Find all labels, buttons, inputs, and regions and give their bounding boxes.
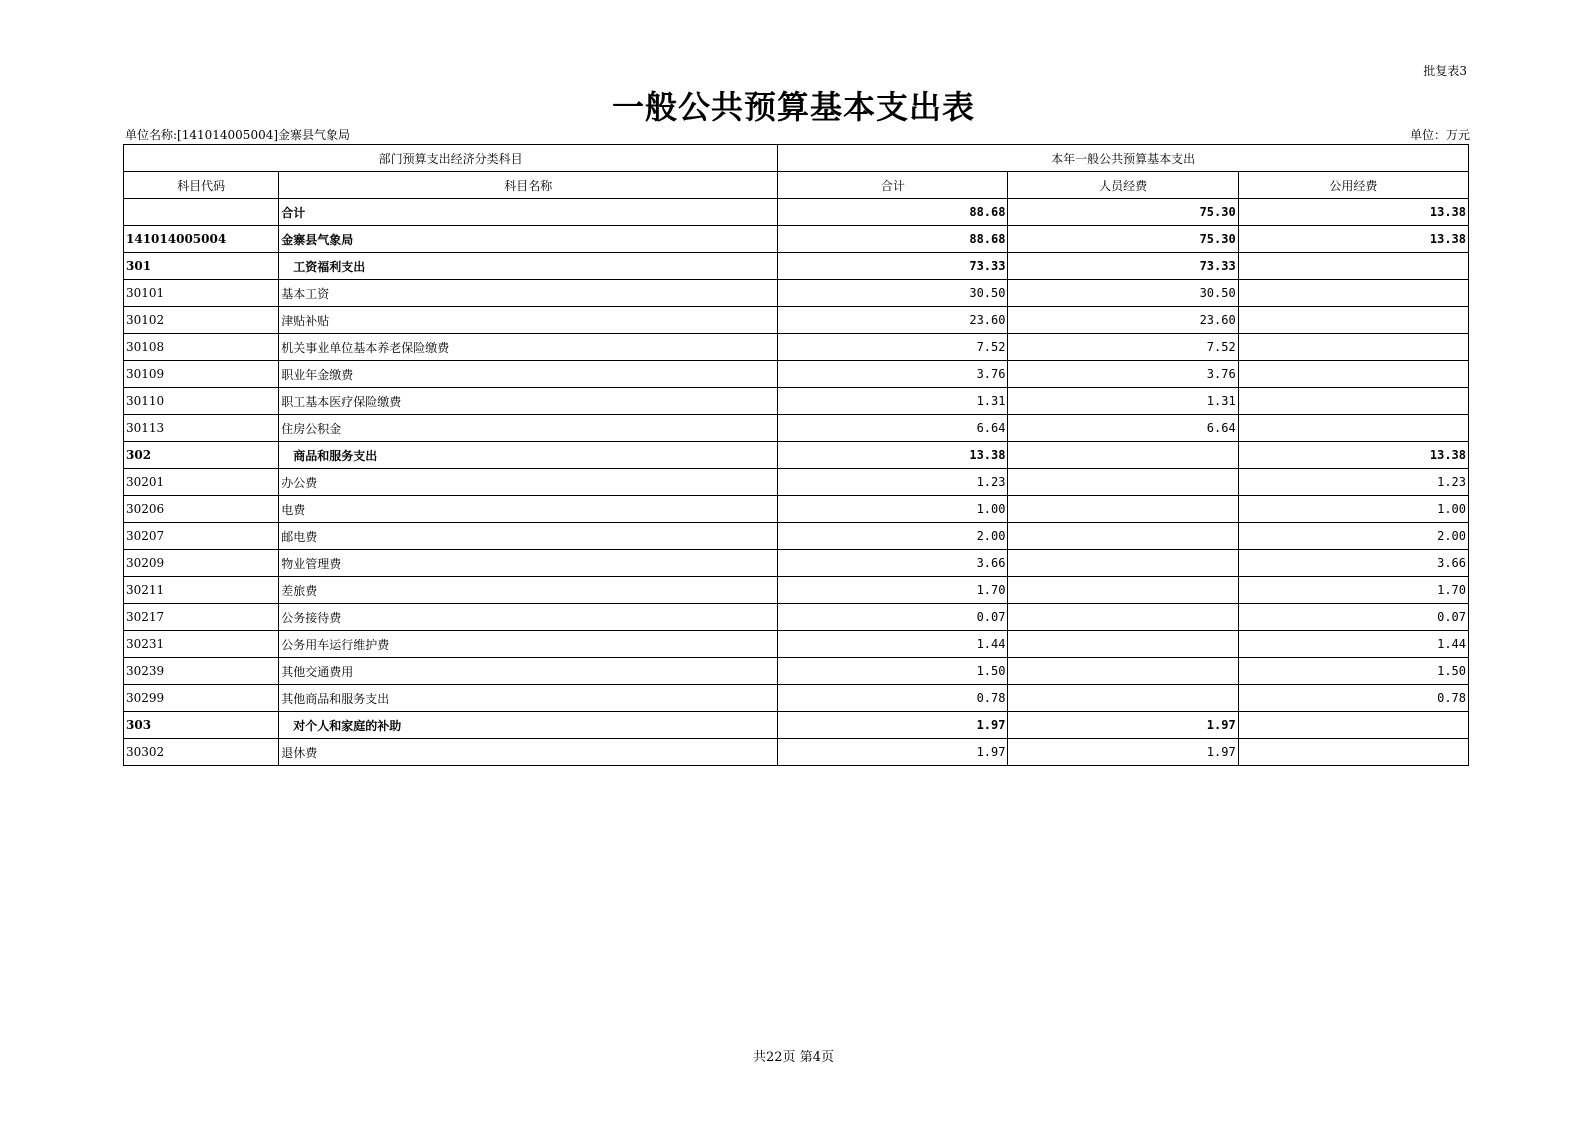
cell-personnel	[1008, 550, 1238, 577]
cell-total: 1.50	[778, 658, 1008, 685]
header-group-left: 部门预算支出经济分类科目	[124, 145, 778, 172]
cell-total: 88.68	[778, 226, 1008, 253]
cell-name: 职工基本医疗保险缴费	[279, 388, 778, 415]
cell-total: 73.33	[778, 253, 1008, 280]
cell-public: 3.66	[1238, 550, 1468, 577]
cell-code: 30239	[124, 658, 279, 685]
cell-name: 对个人和家庭的补助	[279, 712, 778, 739]
cell-personnel: 75.30	[1008, 226, 1238, 253]
cell-name: 机关事业单位基本养老保险缴费	[279, 334, 778, 361]
cell-code: 30109	[124, 361, 279, 388]
cell-total: 23.60	[778, 307, 1008, 334]
table-row	[124, 577, 1469, 604]
cell-total: 1.97	[778, 739, 1008, 766]
cell-public: 1.23	[1238, 469, 1468, 496]
cell-name: 办公费	[279, 469, 778, 496]
page-title: 一般公共预算基本支出表	[611, 88, 975, 126]
cell-personnel	[1008, 577, 1238, 604]
table-row	[124, 496, 1469, 523]
cell-code: 30231	[124, 631, 279, 658]
cell-total: 88.68	[778, 199, 1008, 226]
cell-public	[1238, 415, 1468, 442]
cell-public	[1238, 361, 1468, 388]
cell-total: 1.44	[778, 631, 1008, 658]
cell-name: 职业年金缴费	[279, 361, 778, 388]
cell-personnel: 7.52	[1008, 334, 1238, 361]
cell-public	[1238, 334, 1468, 361]
cell-public: 13.38	[1238, 442, 1468, 469]
cell-name: 公务用车运行维护费	[279, 631, 778, 658]
cell-name: 基本工资	[279, 280, 778, 307]
cell-code: 30302	[124, 739, 279, 766]
cell-total: 3.66	[778, 550, 1008, 577]
cell-code: 30299	[124, 685, 279, 712]
cell-total: 13.38	[778, 442, 1008, 469]
table-row	[124, 631, 1469, 658]
cell-personnel: 30.50	[1008, 280, 1238, 307]
cell-name: 差旅费	[279, 577, 778, 604]
cell-name: 工资福利支出	[279, 253, 778, 280]
cell-personnel: 23.60	[1008, 307, 1238, 334]
cell-personnel: 1.31	[1008, 388, 1238, 415]
cell-personnel: 1.97	[1008, 712, 1238, 739]
table-row	[124, 442, 1469, 469]
cell-personnel	[1008, 658, 1238, 685]
table-row	[124, 361, 1469, 388]
table-row	[124, 280, 1469, 307]
cell-public	[1238, 253, 1468, 280]
sheet-id: 批复表3	[1423, 64, 1467, 78]
cell-total: 0.07	[778, 604, 1008, 631]
cell-public	[1238, 307, 1468, 334]
table-row	[124, 469, 1469, 496]
cell-name: 金寨县气象局	[279, 226, 778, 253]
cell-code: 30217	[124, 604, 279, 631]
cell-personnel: 75.30	[1008, 199, 1238, 226]
header-group-right: 本年一般公共预算基本支出	[778, 145, 1469, 172]
cell-name: 退休费	[279, 739, 778, 766]
table-row	[124, 685, 1469, 712]
currency-unit: 单位：万元	[1409, 128, 1470, 142]
header-personnel: 人员经费	[1008, 172, 1238, 199]
cell-code: 30102	[124, 307, 279, 334]
cell-public	[1238, 712, 1468, 739]
cell-personnel	[1008, 604, 1238, 631]
cell-public	[1238, 388, 1468, 415]
cell-total: 0.78	[778, 685, 1008, 712]
table-row	[124, 253, 1469, 280]
cell-personnel	[1008, 496, 1238, 523]
meta-row	[125, 126, 1470, 142]
header-column-row	[124, 172, 1469, 199]
cell-public: 1.50	[1238, 658, 1468, 685]
cell-name: 物业管理费	[279, 550, 778, 577]
cell-total: 1.31	[778, 388, 1008, 415]
budget-table	[123, 144, 1469, 766]
cell-name: 其他商品和服务支出	[279, 685, 778, 712]
cell-code: 30101	[124, 280, 279, 307]
cell-personnel	[1008, 469, 1238, 496]
cell-name: 公务接待费	[279, 604, 778, 631]
table-row	[124, 334, 1469, 361]
cell-code: 301	[124, 253, 279, 280]
cell-public	[1238, 739, 1468, 766]
cell-personnel: 3.76	[1008, 361, 1238, 388]
cell-name: 合计	[279, 199, 778, 226]
table-row	[124, 226, 1469, 253]
cell-total: 6.64	[778, 415, 1008, 442]
cell-personnel: 6.64	[1008, 415, 1238, 442]
header-name: 科目名称	[279, 172, 778, 199]
cell-public: 1.70	[1238, 577, 1468, 604]
cell-code: 303	[124, 712, 279, 739]
cell-name: 电费	[279, 496, 778, 523]
cell-total: 1.70	[778, 577, 1008, 604]
header-total: 合计	[778, 172, 1008, 199]
table-row	[124, 712, 1469, 739]
table-row	[124, 307, 1469, 334]
cell-code: 30211	[124, 577, 279, 604]
cell-public: 13.38	[1238, 199, 1468, 226]
table-row	[124, 199, 1469, 226]
cell-personnel	[1008, 631, 1238, 658]
cell-total: 1.00	[778, 496, 1008, 523]
cell-public: 13.38	[1238, 226, 1468, 253]
header-code: 科目代码	[124, 172, 279, 199]
cell-code: 30207	[124, 523, 279, 550]
cell-name: 津贴补贴	[279, 307, 778, 334]
table-row	[124, 523, 1469, 550]
cell-name: 住房公积金	[279, 415, 778, 442]
cell-name: 商品和服务支出	[279, 442, 778, 469]
table-row	[124, 658, 1469, 685]
cell-code: 141014005004	[124, 226, 279, 253]
cell-code: 30113	[124, 415, 279, 442]
cell-personnel	[1008, 685, 1238, 712]
cell-personnel	[1008, 442, 1238, 469]
unit-name: 单位名称:[141014005004]金寨县气象局	[125, 128, 351, 142]
cell-personnel	[1008, 523, 1238, 550]
cell-name: 邮电费	[279, 523, 778, 550]
header-public: 公用经费	[1238, 172, 1468, 199]
cell-total: 1.97	[778, 712, 1008, 739]
cell-code: 30108	[124, 334, 279, 361]
cell-code: 30206	[124, 496, 279, 523]
cell-public: 2.00	[1238, 523, 1468, 550]
cell-public: 0.07	[1238, 604, 1468, 631]
cell-public: 1.44	[1238, 631, 1468, 658]
cell-total: 1.23	[778, 469, 1008, 496]
cell-code: 30110	[124, 388, 279, 415]
cell-name: 其他交通费用	[279, 658, 778, 685]
cell-public: 1.00	[1238, 496, 1468, 523]
table-body	[124, 199, 1469, 766]
cell-code: 30209	[124, 550, 279, 577]
cell-total: 2.00	[778, 523, 1008, 550]
cell-code	[124, 199, 279, 226]
table-row	[124, 550, 1469, 577]
table-row	[124, 388, 1469, 415]
table-row	[124, 415, 1469, 442]
cell-public	[1238, 280, 1468, 307]
table-row	[124, 739, 1469, 766]
page-footer: 共22页 第4页	[753, 1050, 834, 1065]
cell-personnel: 1.97	[1008, 739, 1238, 766]
cell-public: 0.78	[1238, 685, 1468, 712]
cell-personnel: 73.33	[1008, 253, 1238, 280]
table-row	[124, 604, 1469, 631]
cell-total: 30.50	[778, 280, 1008, 307]
header-group-row	[124, 145, 1469, 172]
cell-total: 7.52	[778, 334, 1008, 361]
cell-total: 3.76	[778, 361, 1008, 388]
cell-code: 302	[124, 442, 279, 469]
cell-code: 30201	[124, 469, 279, 496]
